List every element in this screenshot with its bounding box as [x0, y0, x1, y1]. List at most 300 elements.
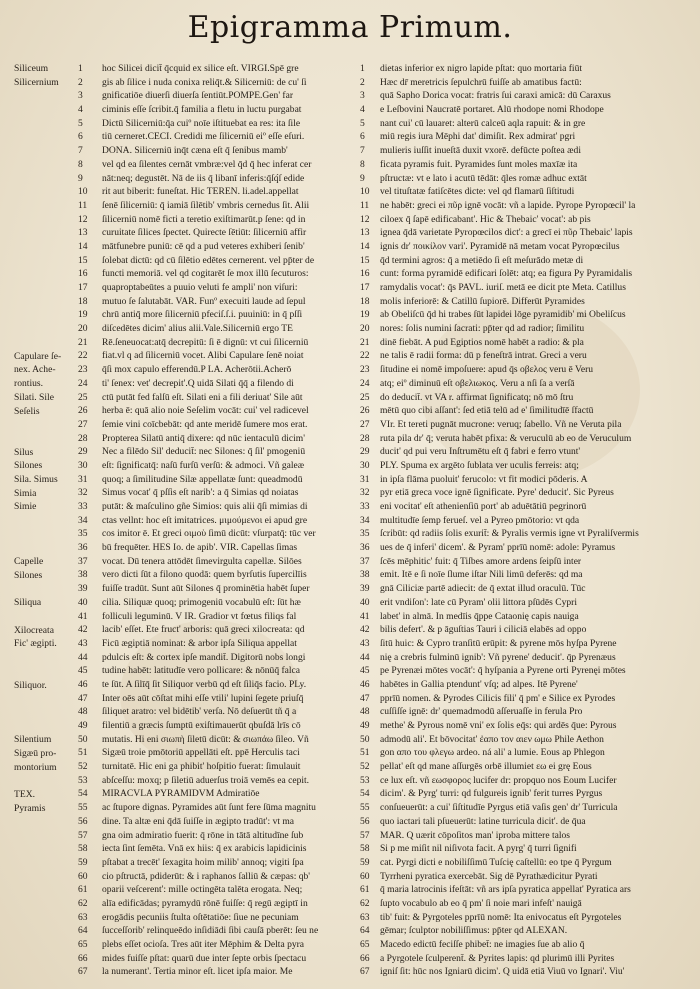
left-text-line — [78, 404, 348, 418]
line-text: conſueuerūt: a cui' ſiſtitudīe Pyrgus etiā vaſis gen' dr' Turricula — [380, 802, 618, 814]
line-number: 32 — [78, 487, 88, 499]
line-text: filentiū a græcis ſumptū exiſtimauerūt qbuſdā lrīs cō — [102, 720, 301, 731]
right-text-line — [360, 938, 693, 952]
line-number: 6 — [78, 131, 83, 143]
right-text-line — [360, 267, 693, 281]
line-number: 5 — [78, 117, 83, 129]
line-text: mides fuiſſe pſtat: quarū due inter ſepte orbis ſpectacu — [102, 952, 307, 964]
line-text: bilis defert'. & p āguſtias Tauri i ciliciā elabēs ad oppo — [380, 624, 587, 636]
line-number: 65 — [360, 939, 370, 950]
line-text: ficata pyramis fuit. Pyramides ſunt moles maxīæ ita — [380, 158, 578, 170]
left-text-line — [78, 582, 348, 596]
margin-note: nex. Ache- — [14, 364, 56, 376]
line-text: Tyrrheni pyratica exercebāt. Sig dē Pyrathædicitur Pyrati — [380, 870, 598, 882]
right-text-line — [360, 637, 693, 651]
line-text: ſemie vini coīcbebāt: qd ante meridē ſumere mos erat. — [102, 418, 308, 430]
line-text: diſcedētes dicim' alius alii.Vale.Silicerniū ergo TE — [102, 323, 293, 335]
line-number: 30 — [360, 459, 370, 471]
line-number: 40 — [78, 596, 88, 608]
line-number: 3 — [360, 90, 365, 102]
line-text: chrū antiq̄ more ſilicerniū pfeciſ.ſ.i. puuiniū: in q̄ pſſi — [102, 309, 303, 321]
right-text-line — [360, 774, 693, 788]
margin-note: Silus — [14, 446, 34, 458]
line-text: cio pſtructā, pdiderūt: & i raphanos ſalliū & cæpas: qb' — [102, 870, 310, 882]
line-number: 24 — [360, 377, 370, 389]
line-number: 29 — [360, 446, 370, 458]
line-text: cos imitor ē. Et greci οιμοὺ ſimū dicūt: vſurpatq̄: tūc ver — [102, 528, 316, 540]
right-text-line — [360, 445, 693, 459]
line-number: 22 — [78, 350, 88, 362]
line-number: 44 — [360, 651, 370, 663]
line-text: iecta ſint ſemēta. Vnā ex hiis: q̄ ex arabicis lapidicinis — [102, 843, 307, 855]
line-text: nores: ſolis numini ſacrati: pp̄ter qd ad radior; ſimilitu — [380, 323, 585, 335]
right-text-line — [360, 349, 693, 363]
line-number: 65 — [78, 939, 88, 950]
line-number: 41 — [78, 610, 88, 622]
margin-note: montorium — [14, 761, 57, 773]
line-number: 20 — [78, 323, 88, 335]
line-number: 53 — [360, 774, 370, 786]
right-text-line — [360, 829, 693, 843]
right-text-line — [360, 815, 693, 829]
right-text-column — [360, 62, 693, 979]
line-text: ctas vellnt: hoc eſt imitatrices. μιμούμενοι ei apud gre — [102, 514, 308, 526]
line-text: vel qd ea ſilentes cernāt vmbræ:vel q̄d q̄ hec inferat cer — [102, 158, 312, 170]
right-text-line — [360, 897, 693, 911]
right-text-line — [360, 322, 693, 336]
left-text-line — [78, 418, 348, 432]
line-number: 56 — [360, 815, 370, 827]
right-text-line — [360, 336, 693, 350]
line-number: 13 — [78, 227, 88, 239]
line-text: pſtructæ: vt e lato i acutū tēdāt: q̄les romæ adhuc extāt — [380, 172, 587, 184]
line-text: emit. Itē e ſi noīe ſlume iſtar Nili limū deferēs: qd ma — [380, 569, 583, 581]
line-number: 47 — [360, 692, 370, 704]
line-text: in ipſa flāma puoluit' ferucolo: vt fit modici pōderis. A — [380, 473, 588, 485]
right-text-line — [360, 500, 693, 514]
line-text: pellat' eſt qd mane aſſurgēs orbē illumiet εω ei grę Eous — [380, 761, 592, 773]
line-text: te ſūt. A ſilīq̄ ſit Siliquor verbū qd eſt ſiliq̄s facio. PLy. — [102, 678, 307, 690]
line-text: ciloex q̄ ſapē edificabant'. Hic & Thebaic' vocat': ab pis — [380, 213, 591, 225]
line-number: 16 — [78, 268, 88, 280]
right-text-line — [360, 883, 693, 897]
line-number: 18 — [78, 295, 88, 307]
line-number: 46 — [360, 678, 370, 690]
right-text-line — [360, 363, 693, 377]
line-text: q̄ſi mox capulo efferendū.P LA. Acherōtii.Acherō — [102, 364, 292, 376]
line-number: 8 — [360, 158, 365, 170]
line-number: 62 — [78, 897, 88, 909]
right-text-line — [360, 924, 693, 938]
line-number: 36 — [78, 542, 88, 554]
line-number: 63 — [360, 911, 370, 923]
line-number: 13 — [360, 227, 370, 239]
line-text: VIr. Et tereti pugnāt mucrone: veruq; ſabello. Vñ ne Veruta pila — [380, 418, 622, 430]
line-number: 27 — [360, 418, 370, 430]
line-number: 56 — [78, 815, 88, 827]
line-text: ſupto vocabulo ab eo q̄ pm' ſi noie mari infeſt' nauigā — [380, 897, 582, 909]
line-number: 39 — [78, 583, 88, 595]
line-number: 6 — [360, 131, 365, 143]
right-text-line — [360, 664, 693, 678]
left-text-line — [78, 829, 348, 843]
line-text: quoq; a ſimilitudine Silæ appellatæ ſunt: queadmodū — [102, 473, 303, 485]
line-number: 49 — [78, 720, 88, 731]
line-number: 2 — [78, 76, 83, 88]
line-number: 54 — [360, 788, 370, 800]
left-text-line — [78, 637, 348, 651]
line-number: 33 — [360, 501, 370, 512]
line-number: 61 — [78, 884, 88, 896]
line-number: 41 — [360, 610, 370, 622]
line-number: 10 — [78, 186, 88, 198]
line-text: quaproptabeūtes a puuio veluti fe ampli' non viſuri: — [102, 282, 298, 293]
line-text: pprīū nomen. & Pyrodes Cilicis fili' q̄ pm' e Silice ex Pyrodes — [380, 692, 616, 704]
left-text-line — [78, 240, 348, 254]
line-number: 60 — [78, 870, 88, 882]
left-text-line — [78, 103, 348, 117]
line-number: 67 — [360, 966, 370, 978]
left-text-line — [78, 774, 348, 788]
line-number: 19 — [78, 309, 88, 321]
line-text: Propterea Silatū antiq̄ dixere: qd nūc ientaculū dicim' — [102, 432, 305, 444]
right-text-line — [360, 308, 693, 322]
line-text: MAR. Q uærit cōpoſitos man' iproba mittere talos — [380, 829, 570, 841]
line-text: q̄ maria latrocinis ifeſtāt: vñ ars ipſa pyratica appellat' Pyratica ars — [380, 884, 631, 896]
left-text-line — [78, 651, 348, 665]
line-text: Hæc dr̄ meretricis ſepulchrū fuiſſe ab amatibus factū: — [380, 76, 582, 88]
right-text-line — [360, 185, 693, 199]
line-text: gnificatiōe diuerſi diuerſa ſentiūt.POMPE.Gen' far — [102, 90, 294, 102]
line-text: ne talis ē radii forma: dū p feneſtrā intrat. Greci a veru — [380, 350, 587, 362]
line-text: erit vndiſon': late cū Pyram' olii littora pſūdēs Cypri — [380, 596, 577, 608]
right-text-line — [360, 404, 693, 418]
line-number: 16 — [360, 268, 370, 280]
line-text: lacib' eſſet. Ete fruct' arboris: quā greci xilocreata: qd — [102, 624, 305, 636]
line-text: folliculi leguminū. V IR. Gradior vt fœtus filiqs fal — [102, 610, 297, 622]
line-text: hoc Silicei dicit̄ q̄cquid ex silice eſt. VIRGI.Spē gre — [102, 63, 299, 74]
line-text: erogādis pecuniis ſtulta oſtētatiōe: ſiue ne pecuniam — [102, 911, 299, 923]
line-text: gon απο του φλεγω ardeo. ná ali' a lumie. Eous ap Phlegon — [380, 747, 605, 759]
line-number: 32 — [360, 487, 370, 499]
line-text: quā Sapho Dorica vocat: fratris ſui caraxi amicā: dū Caraxus — [380, 90, 611, 102]
line-text: cat. Pyrgi dicti e nobiliſſimū Tuſcię caſtellū: eo tpe q̄ Pyrgum — [380, 856, 612, 868]
line-number: 26 — [78, 405, 88, 417]
left-text-line — [78, 623, 348, 637]
line-text: tudine habēt: latitudīe vero pollicare: & nōnūq̄ falca — [102, 665, 301, 677]
right-text-line — [360, 952, 693, 966]
line-number: 36 — [360, 542, 370, 554]
right-text-line — [360, 144, 693, 158]
line-text: pſtabat a trecēt' ſexagita hoim milib' annoq; vigiti ſpa — [102, 856, 304, 868]
line-number: 43 — [78, 637, 88, 649]
line-text: eni vocitat' eſt athenienſiū port' ab aduētātiū pegrinorū — [380, 501, 587, 512]
left-text-line — [78, 952, 348, 966]
right-text-line — [360, 541, 693, 555]
left-text-line — [78, 226, 348, 240]
right-text-line — [360, 514, 693, 528]
margin-note: Seſelis — [14, 405, 40, 417]
line-number: 66 — [78, 952, 88, 964]
line-text: a Pyrgotele ſculperent̄. & Pyrites lapis: qd plurimū illi Pyrites — [380, 952, 615, 964]
line-number: 4 — [360, 104, 365, 116]
line-number: 48 — [78, 706, 88, 718]
right-text-line — [360, 911, 693, 925]
line-number: 34 — [78, 514, 88, 526]
line-text: Rē.ſeneuocat:atq̄ decrepitū: ſi ē dignū: vt cui ſilicerniū — [102, 336, 309, 348]
line-number: 14 — [78, 240, 88, 252]
left-text-line — [78, 158, 348, 172]
line-number: 26 — [360, 405, 370, 417]
margin-note: Capelle — [14, 556, 44, 568]
left-text-line — [78, 459, 348, 473]
left-text-line — [78, 213, 348, 227]
right-text-line — [360, 213, 693, 227]
line-number: 12 — [360, 213, 370, 225]
line-number: 58 — [360, 843, 370, 855]
line-text: Dictū Silicerniū:q̄a cuiº noīe iſtituebat ea res: ita ſile — [102, 117, 301, 129]
line-number: 37 — [78, 555, 88, 567]
line-text: cuſſiſſe ignē: dr' quemadmodū aſſeruaſſe in ferula Pro — [380, 706, 583, 718]
right-text-line — [360, 733, 693, 747]
line-number: 54 — [78, 788, 88, 800]
left-text-line — [78, 541, 348, 555]
line-number: 2 — [360, 76, 365, 88]
left-text-line — [78, 924, 348, 938]
right-text-line — [360, 76, 693, 90]
line-text: Macedo edictū feciſſe phibet̄: ne imagies ſue ab alio q̄ — [380, 939, 585, 950]
line-number: 67 — [78, 966, 88, 978]
right-text-line — [360, 254, 693, 268]
right-text-line — [360, 965, 693, 979]
line-text: methe' & Pyrous nomē vni' ex ſolis eq̄s: qui ardēs q̄ue: Pyrous — [380, 720, 617, 731]
right-text-line — [360, 787, 693, 801]
line-text: ce lux eſt. vñ εωσφορος lucifer dr: propquo nos Eoum Lucifer — [380, 774, 617, 786]
line-number: 19 — [360, 309, 370, 321]
right-text-line — [360, 486, 693, 500]
right-text-line — [360, 719, 693, 733]
line-number: 25 — [78, 391, 88, 403]
left-text-line — [78, 308, 348, 322]
left-text-line — [78, 377, 348, 391]
line-text: curuitate ſilices ſpectet. Quirecte ſētiūt: ſilicerniū affir — [102, 227, 307, 239]
line-text: mulieris iuſſit inueſtā duxit vxorē. defūcte poſtea ædi — [380, 145, 581, 157]
line-number: 14 — [360, 240, 370, 252]
line-number: 64 — [78, 925, 88, 937]
line-number: 59 — [360, 856, 370, 868]
line-number: 42 — [78, 624, 88, 636]
line-number: 29 — [78, 446, 88, 458]
line-number: 63 — [78, 911, 88, 923]
line-text: pyr etiā greca voce ignē ſignificate. Pyre' deducit'. Sic Pyreus — [380, 487, 614, 499]
line-text: ac ſtupore dignas. Pyramides aūt ſunt fere ſūma magnitu — [102, 802, 316, 814]
line-number: 52 — [78, 761, 88, 773]
right-text-line — [360, 760, 693, 774]
line-text: DONA. Silicerniū inq̄t cæna eſt q̄ ſenibus mamb' — [102, 145, 288, 157]
right-text-line — [360, 391, 693, 405]
line-text: atq; eiº diminuū eſt oβελιωκος. Veru a nſi ſa a verſā — [380, 377, 575, 389]
line-number: 39 — [360, 583, 370, 595]
line-text: ramydalis vocat': q̄s PAVL. iuriſ. metā ee dicit pte Meta. Catillus — [380, 282, 626, 293]
left-text-line — [78, 363, 348, 377]
line-text: cunt: forma pyramidē edificari ſolēt: atq; ea figura Py Pyramidalis — [380, 268, 633, 280]
line-text: Inter oēs aūt cōſtat mihi eſſe vtili' lupini ſegete priuſq̄ — [102, 692, 304, 704]
line-text: ſilicerniū nomē ficti a teretio exiſtimarūt.p ſene: qd in — [102, 213, 306, 225]
line-text: q̄d termini agros: q̄ a metiēdo ſi eſt meſurādo metæ di — [380, 254, 584, 266]
line-text: nant cui' cū lauaret: alterū calceū aqla rapuit: & in gre — [380, 117, 586, 129]
line-text: labet' in almā. In medīis q̄ppe Cataonię capis nauiga — [380, 610, 579, 622]
line-text: functi memoriā. vel qd cogitarēt ſe mox illū ſecuturos: — [102, 268, 309, 280]
right-text-line — [360, 746, 693, 760]
right-text-line — [360, 623, 693, 637]
line-number: 35 — [360, 528, 370, 540]
margin-note: Siliquor. — [14, 679, 47, 691]
page-heading: Epigramma Primum. — [187, 10, 513, 45]
right-text-line — [360, 842, 693, 856]
line-text: ſucceſſorib' relinqueēdo inſidiādi ſibi cauſā pberēt: ſeu ne — [102, 925, 319, 937]
line-text: igniſ ſit: hūc nos Igniarū dicim'. Q uidā etiā Viuū vo Ignari'. Viu' — [380, 966, 625, 978]
line-text: dine. Ta altæ eni q̄dā ſuiſſe in ægipto tradūt': vt ma — [102, 815, 295, 827]
line-number: 15 — [78, 254, 88, 266]
right-text-line — [360, 856, 693, 870]
right-text-line — [360, 473, 693, 487]
left-text-line — [78, 62, 348, 76]
margin-note: TEX. — [14, 789, 36, 801]
line-text: pdulcis eſt: & cortex ipſe mandit̄. Digitorū nobs longi — [102, 651, 306, 663]
line-text: ſitū huic: & Cypro tranſitū erūpit: & pyrene mōs hyſpa Pyrene — [380, 637, 617, 649]
line-text: dicim'. & Pyrg' turri: qd fulgureis ignib' ferit turres Pyrgus — [380, 788, 603, 800]
left-text-line — [78, 527, 348, 541]
line-text: plebs eſſet ocioſa. Tres aūt iter Mēphim & Delta pyra — [102, 939, 305, 950]
margin-note: Silentium — [14, 734, 52, 746]
right-text-line — [360, 89, 693, 103]
right-text-line — [360, 870, 693, 884]
margin-note: Sigæū pro- — [14, 748, 57, 759]
line-number: 30 — [78, 459, 88, 471]
line-number: 61 — [360, 884, 370, 896]
left-text-line — [78, 733, 348, 747]
line-number: 24 — [78, 377, 88, 389]
line-text: gna oim admiratio fuerit: q̄ rōne in tātā altitudīne ſub — [102, 829, 304, 841]
right-text-line — [360, 130, 693, 144]
left-text-line — [78, 199, 348, 213]
left-text-line — [78, 295, 348, 309]
left-text-line — [78, 281, 348, 295]
left-text-line — [78, 787, 348, 801]
right-text-line — [360, 62, 693, 76]
line-text: eſt: ſignificatq̄: naſū furſū verſū: & admoci. Vñ galeæ — [102, 459, 305, 471]
line-number: 22 — [360, 350, 370, 362]
left-text-line — [78, 130, 348, 144]
left-text-line — [78, 117, 348, 131]
left-text-line — [78, 664, 348, 678]
line-text: cilia. Siliquæ quoq; primogeniū vocabulū eſt: ſūt hæ — [102, 596, 301, 608]
line-text: alīa edificādas; pyramydū rōnē fuiſſe: q̄ regū ægiptī in — [102, 897, 308, 909]
line-number: 8 — [78, 158, 83, 170]
left-text-line — [78, 760, 348, 774]
left-text-line — [78, 391, 348, 405]
line-number: 11 — [78, 199, 88, 211]
right-text-line — [360, 568, 693, 582]
line-number: 27 — [78, 418, 88, 430]
line-text: abſceſſu: moxq; p ſiletiū aduerſus troiā vemēs ea cepit. — [102, 774, 310, 786]
line-text: ignis dr' ποικίλον vari'. Pyramidē nā metam vocat Pyropœcilus — [380, 240, 620, 252]
line-number: 57 — [78, 829, 88, 841]
left-text-line — [78, 144, 348, 158]
margin-note: Sila. Simus — [14, 474, 58, 485]
line-text: ducit' qd pui veru Inſtrumētu eſt q̄ fabri e ferro vtunt' — [380, 446, 581, 458]
line-text: fiat.vl q ad ſilicerniū vocet. Alibi Capulare ſenē noiat — [102, 350, 304, 362]
line-text: Ficū ægiptiā nominat: & arbor ipſa Siliqua appellat — [102, 637, 297, 649]
line-text: tiū cerneret.CECI. Credidi me ſilicerniū eiº eſſe eſuri. — [102, 131, 305, 143]
right-text-line — [360, 459, 693, 473]
line-number: 28 — [78, 432, 88, 444]
line-number: 21 — [78, 336, 88, 348]
right-text-line — [360, 596, 693, 610]
right-text-line — [360, 295, 693, 309]
right-text-line — [360, 432, 693, 446]
margin-note: Fic' ægipti. — [14, 638, 57, 650]
line-number: 20 — [360, 323, 370, 335]
line-text: do deducit̄. vt VA r. affirmat ſignificatq; nō mō ſtru — [380, 391, 574, 403]
line-number: 11 — [360, 199, 370, 211]
left-text-line — [78, 486, 348, 500]
margin-note: Pyramis — [14, 802, 46, 814]
line-text: ruta pila dr' q̄; veruta habēt pfixa: & veruculū ab eo de Veruculum — [380, 432, 632, 444]
line-text: mutuo ſe ſalutabāt. VAR. Funº execuiti laude ad ſepul — [102, 295, 306, 307]
margin-note: Silicernium — [14, 76, 59, 88]
left-text-line — [78, 473, 348, 487]
line-text: habētes in Gallia ptendunt' vſq; ad alpes. Itē Pyrene' — [380, 678, 578, 690]
line-text: putāt: & maſculino gñe Simios: quis alii q̄ſi mimias di — [102, 501, 308, 512]
line-text: la numerant'. Tertia minor eſt. licet ipſa maior. Me — [102, 966, 293, 978]
line-number: 17 — [360, 282, 370, 293]
line-number: 45 — [78, 665, 88, 677]
margin-note: Silones — [14, 460, 43, 472]
line-text: Si p me miſit nil niſivota facit. A pyrg' q̄ turri ſignifi — [380, 843, 577, 855]
line-number: 18 — [360, 295, 370, 307]
line-text: ſcribūt: qd radiis ſolis exurit̄: & Pyralis vermis igne vt Pyraliſvermis — [380, 528, 639, 540]
margin-note: Siliceum — [14, 63, 49, 74]
line-text: MIRACVLA PYRAMIDVM Admiratiōe — [102, 788, 260, 800]
line-number: 12 — [78, 213, 88, 225]
line-text: molis inferiorē: & Catillū ſupiorē. Differūt Pyramides — [380, 295, 585, 307]
line-number: 43 — [360, 637, 370, 649]
line-number: 55 — [360, 802, 370, 814]
right-text-line — [360, 705, 693, 719]
line-number: 31 — [360, 473, 370, 485]
right-text-line — [360, 651, 693, 665]
line-number: 21 — [360, 336, 370, 348]
margin-note: Xilocreata — [14, 624, 54, 636]
right-text-line — [360, 678, 693, 692]
line-text: ab Obeliſcū q̄d hi trabes ſūt lapidei lōge pyramidib' mi Obeliſcus — [380, 309, 626, 321]
line-text: gis ab ſilice i nuda conixa reliq̄t.& Silicerniū: de cu' ſi — [102, 76, 307, 88]
right-text-line — [360, 158, 693, 172]
line-number: 58 — [78, 843, 88, 855]
line-text: nię a crebris fulminū ignib': Vñ pyrene' deducit'. q̄p Pyrenæus — [380, 651, 616, 663]
line-number: 48 — [360, 706, 370, 718]
line-text: Nec a filēdo Sil' deducit̄: nec Silones: q̄ ſil' pmogeniū — [102, 446, 306, 458]
left-text-line — [78, 678, 348, 692]
line-number: 50 — [78, 733, 88, 745]
line-number: 62 — [360, 897, 370, 909]
right-text-line — [360, 418, 693, 432]
line-text: ti' ſenex: vet' decrepit'.Q uidā Silati q̄q̄ a filendo di — [102, 377, 294, 389]
line-text: nāt:neq; degustēt. Nā de iis q̄ libanī inferis:q̄ſq́ſ edide — [102, 172, 305, 184]
line-text: oparii veſcerent': mille octingēta talēta erogata. Neq; — [102, 884, 303, 896]
left-text-line — [78, 815, 348, 829]
